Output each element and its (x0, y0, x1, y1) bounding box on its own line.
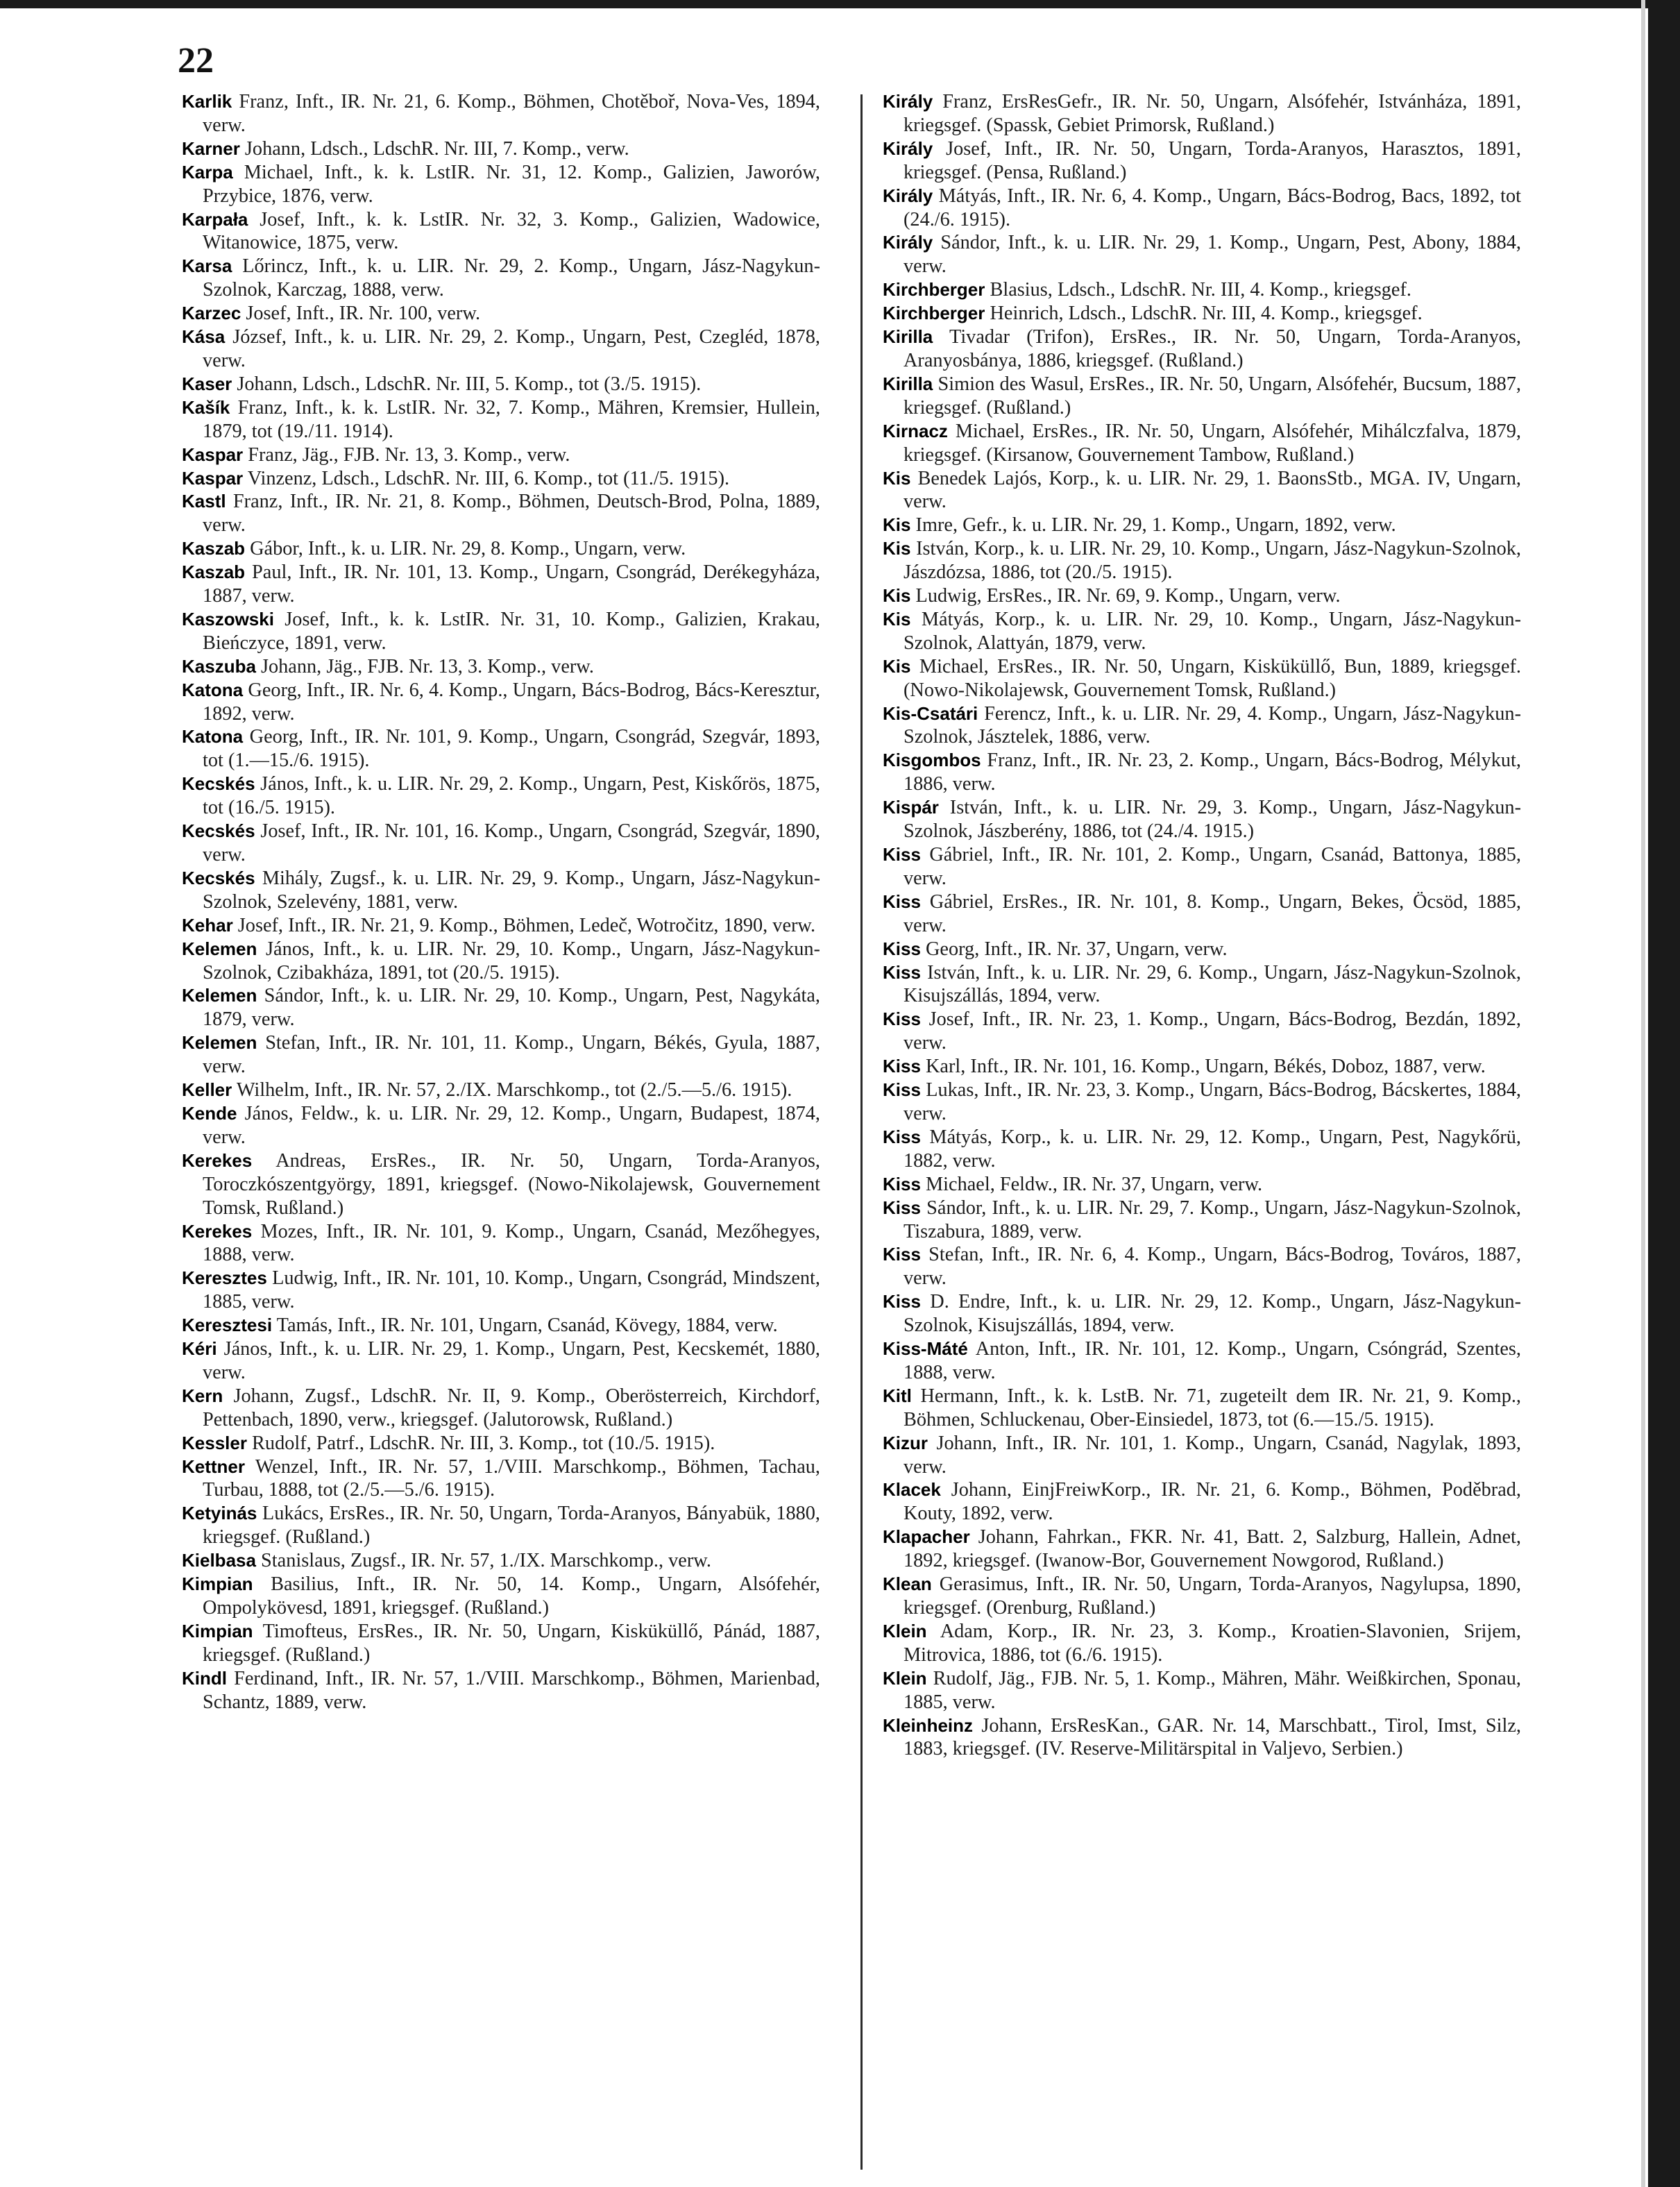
entry-details: Stanislaus, Zugsf., IR. Nr. 57, 1./IX. Marschkomp., verw. (261, 1550, 711, 1572)
entry-details: Tivadar (Trifon), ErsRes., IR. Nr. 50, Ungarn, Torda-Aranyos, Aranyosbánya, 1886, kriegsgef. (Rußland.) (903, 326, 1521, 371)
casualty-entry (182, 820, 820, 867)
surname: Kelemen (182, 1032, 257, 1054)
page-number: 22 (178, 41, 214, 81)
casualty-entry (883, 326, 1521, 373)
casualty-entry (182, 255, 820, 302)
casualty-entry (182, 137, 820, 161)
surname: Kiss (883, 844, 921, 865)
surname: Kása (182, 326, 226, 348)
entry-details: Rudolf, Patrf., LdschR. Nr. III, 3. Komp., tot (10./5. 1915). (252, 1432, 715, 1454)
scan-border-top (0, 0, 1680, 8)
casualty-entry (182, 1385, 820, 1432)
surname: Keresztesi (182, 1315, 273, 1336)
entry-details: Lukas, Inft., IR. Nr. 23, 3. Komp., Ungarn, Bács-Bodrog, Bácskertes, 1884, verw. (903, 1079, 1522, 1124)
entry-details: Gábriel, Inft., IR. Nr. 101, 2. Komp., Ungarn, Csanád, Battonya, 1885, verw. (903, 844, 1522, 889)
surname: Kecskés (182, 820, 255, 842)
surname: Kessler (182, 1432, 247, 1453)
casualty-entry (182, 1102, 820, 1149)
entry-details: Franz, Inft., k. k. LstIR. Nr. 32, 7. Komp., Mähren, Kremsier, Hullein, 1879, tot (19./11. 1914). (203, 396, 821, 442)
casualty-entry (883, 890, 1521, 938)
casualty-entry (883, 1243, 1521, 1290)
scan-border-right (1648, 0, 1680, 2187)
entry-details: Mozes, Inft., IR. Nr. 101, 9. Komp., Ungarn, Csanád, Mezőhegyes, 1888, verw. (203, 1220, 820, 1266)
casualty-entry (182, 867, 820, 914)
casualty-entry (883, 1478, 1521, 1526)
casualty-entry (883, 655, 1521, 702)
entry-details: Franz, Inft., IR. Nr. 21, 6. Komp., Böhmen, Chotěboř, Nova-Ves, 1894, verw. (203, 91, 820, 136)
surname: Kis (883, 608, 911, 630)
casualty-entry (182, 1432, 820, 1455)
casualty-entry (883, 1620, 1521, 1667)
surname: Kiss (883, 1244, 921, 1265)
entry-details: Karl, Inft., IR. Nr. 101, 16. Komp., Ungarn, Békés, Doboz, 1887, verw. (926, 1056, 1486, 1078)
entry-details: Michael, ErsRes., IR. Nr. 50, Ungarn, Kisküküllő, Bun, 1889, kriegsgef. (Nowo-Nikolajewsk, Gouvernement Tomsk, Rußland.) (903, 655, 1522, 701)
casualty-entry (883, 608, 1521, 655)
casualty-entry (182, 1573, 820, 1620)
entry-details: János, Inft., k. u. LIR. Nr. 29, 1. Komp., Ungarn, Pest, Kecskemét, 1880, verw. (203, 1338, 821, 1383)
surname: Kis-Csatári (883, 702, 978, 724)
surname: Kehar (182, 914, 233, 936)
casualty-entry (883, 1126, 1521, 1173)
entry-details: János, Inft., k. u. LIR. Nr. 29, 2. Komp., Ungarn, Pest, Kiskőrös, 1875, tot (16./5. 1915). (203, 773, 821, 819)
surname: Klacek (883, 1479, 941, 1501)
surname: Kende (182, 1102, 237, 1124)
entry-details: István, Inft., k. u. LIR. Nr. 29, 6. Komp., Ungarn, Jász-Nagykun-Szolnok, Kisujszállás, 1894, verw. (903, 961, 1522, 1007)
surname: Kelemen (182, 938, 257, 959)
surname: Kecskés (182, 773, 255, 795)
entry-details: Johann, Ldsch., LdschR. Nr. III, 5. Komp., tot (3./5. 1915). (237, 373, 702, 395)
entry-details: Josef, Inft., IR. Nr. 21, 9. Komp., Böhmen, Ledeč, Wotročitz, 1890, verw. (237, 914, 816, 936)
casualty-entry (883, 938, 1521, 961)
surname: Kimpian (182, 1573, 253, 1595)
surname: Karner (182, 137, 240, 159)
entry-details: Sándor, Inft., k. u. LIR. Nr. 29, 7. Komp., Ungarn, Jász-Nagykun-Szolnok, Tiszabura, 1889, verw. (903, 1197, 1521, 1242)
entry-details: Mátyás, Korp., k. u. LIR. Nr. 29, 10. Komp., Ungarn, Jász-Nagykun-Szolnok, Alattyán, 1879, verw. (903, 608, 1521, 654)
surname: Klapacher (883, 1526, 970, 1548)
entry-details: Ferdinand, Inft., IR. Nr. 57, 1./VIII. Marschkomp., Böhmen, Marienbad, Schantz, 1889, verw. (203, 1667, 820, 1713)
entry-details: Ludwig, ErsRes., IR. Nr. 69, 9. Komp., Ungarn, verw. (915, 585, 1341, 607)
casualty-entry (182, 608, 820, 655)
entry-details: Johann, ErsResKan., GAR. Nr. 14, Marschbatt., Tirol, Imst, Silz, 1883, kriegsgef. (IV. Reserve-Militärspital in Valjevo, Serbien.) (903, 1714, 1521, 1760)
surname: Kiss (883, 938, 921, 959)
surname: Katona (182, 679, 244, 700)
surname: Kelemen (182, 985, 257, 1006)
surname: Kéri (182, 1338, 217, 1360)
entry-details: Anton, Inft., IR. Nr. 101, 12. Komp., Ungarn, Csóngrád, Szentes, 1888, verw. (903, 1338, 1522, 1383)
casualty-entry (182, 725, 820, 772)
surname: Kiss (883, 1291, 921, 1312)
entry-details: Sándor, Inft., k. u. LIR. Nr. 29, 1. Komp., Ungarn, Pest, Abony, 1884, verw. (903, 232, 1522, 278)
surname: Klein (883, 1667, 927, 1689)
casualty-entry (883, 302, 1521, 326)
casualty-entry (883, 1385, 1521, 1432)
casualty-entry (883, 278, 1521, 302)
surname: Kirilla (883, 326, 933, 348)
surname: Katona (182, 726, 244, 748)
surname: Kiss (883, 1197, 921, 1218)
casualty-entry (883, 185, 1521, 232)
surname: Kastl (182, 491, 226, 512)
entry-details: Johann, Jäg., FJB. Nr. 13, 3. Komp., verw. (261, 655, 594, 677)
casualty-entry (182, 984, 820, 1031)
surname: Kaser (182, 373, 232, 394)
surname: Kiss (883, 1173, 921, 1194)
casualty-entry (883, 420, 1521, 467)
casualty-entry (883, 1079, 1521, 1126)
entry-details: Stefan, Inft., IR. Nr. 6, 4. Komp., Ungarn, Bács-Bodrog, Továros, 1887, verw. (903, 1244, 1522, 1290)
surname: Kaspar (182, 444, 244, 465)
surname: Kettner (182, 1455, 246, 1477)
entry-details: Mátyás, Korp., k. u. LIR. Nr. 29, 12. Komp., Ungarn, Pest, Nagykőrü, 1882, verw. (903, 1126, 1521, 1172)
surname: Kaszab (182, 561, 246, 583)
casualty-entry (883, 537, 1521, 584)
casualty-entry (883, 1290, 1521, 1337)
surname: Kiss (883, 890, 921, 912)
casualty-entry (883, 796, 1521, 843)
surname: Karpa (182, 161, 233, 183)
casualty-entry (883, 1337, 1521, 1385)
casualty-entry (182, 490, 820, 537)
entry-details: Tamás, Inft., IR. Nr. 101, Ungarn, Csanád, Kövegy, 1884, verw. (276, 1315, 778, 1337)
column-divider (860, 94, 863, 2170)
entry-details: Franz, Inft., IR. Nr. 21, 8. Komp., Böhmen, Deutsch-Brod, Polna, 1889, verw. (203, 491, 821, 537)
casualty-entry (883, 702, 1521, 750)
casualty-entry (883, 1008, 1521, 1055)
entry-details: Ferencz, Inft., k. u. LIR. Nr. 29, 4. Komp., Ungarn, Jász-Nagykun-Szolnok, Jásztelek, 1886, verw. (903, 702, 1521, 748)
entry-details: D. Endre, Inft., k. u. LIR. Nr. 29, 12. Komp., Ungarn, Jász-Nagykun-Szolnok, Kisujszállás, 1894, verw. (903, 1291, 1521, 1337)
entry-details: Hermann, Inft., k. k. LstB. Nr. 71, zugeteilt dem IR. Nr. 21, 9. Komp., Böhmen, Schluckenau, Ober-Einsiedel, 1873, tot (6.—15./5. 1915). (903, 1385, 1521, 1430)
surname: Kiss (883, 1008, 921, 1030)
surname: Kaszuba (182, 655, 256, 677)
entry-details: István, Korp., k. u. LIR. Nr. 29, 10. Komp., Ungarn, Jász-Nagykun-Szolnok, Jászdózsa, 1886, tot (20./5. 1915). (903, 538, 1522, 584)
entry-details: Johann, Inft., IR. Nr. 101, 1. Komp., Ungarn, Csanád, Nagylak, 1893, verw. (903, 1432, 1521, 1478)
casualty-entry (182, 679, 820, 726)
surname: Karzec (182, 303, 241, 324)
surname: Király (883, 232, 933, 253)
surname: Kirilla (883, 373, 933, 394)
casualty-entry (182, 1502, 820, 1549)
entry-details: Johann, Zugsf., LdschR. Nr. II, 9. Komp., Oberösterreich, Kirchdorf, Pettenbach, 1890, verw., kriegsgef. (Jalutorowsk, Rußland.) (203, 1385, 820, 1430)
casualty-entry (182, 373, 820, 396)
casualty-entry (883, 1173, 1521, 1197)
surname: Kašík (182, 396, 230, 418)
casualty-entry (883, 1714, 1521, 1762)
surname: Kirchberger (883, 279, 985, 301)
entry-details: Adam, Korp., IR. Nr. 23, 3. Komp., Kroatien-Slavonien, Srijem, Mitrovica, 1886, tot (6./6. 1915). (903, 1620, 1521, 1666)
surname: Karlik (182, 91, 232, 112)
entry-details: István, Inft., k. u. LIR. Nr. 29, 3. Komp., Ungarn, Jász-Nagykun-Szolnok, Jászberény, 1886, tot (24./4. 1915.) (903, 797, 1521, 843)
casualty-entry (182, 396, 820, 444)
casualty-entry (182, 90, 820, 137)
entry-details: Georg, Inft., IR. Nr. 37, Ungarn, verw. (926, 938, 1228, 960)
surname: Kis (883, 467, 911, 489)
surname: Kis (883, 538, 911, 559)
surname: Kindl (182, 1667, 227, 1689)
entry-details: János, Inft., k. u. LIR. Nr. 29, 10. Komp., Ungarn, Jász-Nagykun-Szolnok, Czibakháza, 1891, tot (20./5. 1915). (203, 938, 820, 983)
entry-details: Mátyás, Inft., IR. Nr. 6, 4. Komp., Ungarn, Bács-Bodrog, Bacs, 1892, tot (24./6. 1915). (903, 185, 1521, 230)
surname: Kerekes (182, 1149, 253, 1171)
entry-details: Basilius, Inft., IR. Nr. 50, 14. Komp., Ungarn, Alsófehér, Ompolykövesd, 1891, kriegsgef. (Rußland.) (203, 1573, 820, 1619)
entry-details: Michael, ErsRes., IR. Nr. 50, Ungarn, Alsófehér, Mihálczfalva, 1879, kriegsgef. (Kirsanow, Gouvernement Tambow, Rußland.) (903, 420, 1521, 466)
surname: Karpała (182, 208, 248, 230)
casualty-entry (883, 1432, 1521, 1479)
entry-details: Timofteus, ErsRes., IR. Nr. 50, Ungarn, Kisküküllő, Pánád, 1887, kriegsgef. (Rußland.) (203, 1620, 820, 1666)
entry-details: Lukács, ErsRes., IR. Nr. 50, Ungarn, Torda-Aranyos, Bányabük, 1880, kriegsgef. (Rußland.) (203, 1503, 821, 1548)
entry-details: Franz, Inft., IR. Nr. 23, 2. Komp., Ungarn, Bács-Bodrog, Mélykut, 1886, verw. (903, 750, 1521, 795)
surname: Kiss (883, 961, 921, 983)
surname: Kern (182, 1385, 223, 1406)
entry-details: Rudolf, Jäg., FJB. Nr. 5, 1. Komp., Mähren, Mähr. Weißkirchen, Sponau, 1885, verw. (903, 1667, 1522, 1713)
entry-details: Simion des Wasul, ErsRes., IR. Nr. 50, Ungarn, Alsófehér, Bucsum, 1887, kriegsgef. (Rußland.) (903, 373, 1521, 419)
casualty-entry (182, 161, 820, 208)
entry-details: Josef, Inft., k. k. LstIR. Nr. 31, 10. Komp., Galizien, Krakau, Bieńczyce, 1891, verw. (203, 608, 820, 654)
surname: Kiss-Máté (883, 1338, 968, 1360)
entry-details: Johann, Ldsch., LdschR. Nr. III, 7. Komp., verw. (244, 137, 629, 160)
casualty-entry (883, 514, 1521, 537)
casualty-entry (182, 208, 820, 255)
entry-details: Imre, Gefr., k. u. LIR. Nr. 29, 1. Komp., Ungarn, 1892, verw. (915, 514, 1396, 537)
surname: Keresztes (182, 1267, 267, 1289)
casualty-entry (883, 961, 1521, 1008)
surname: Kis (883, 514, 911, 536)
entry-details: Franz, Jäg., FJB. Nr. 13, 3. Komp., verw. (248, 444, 570, 466)
surname: Kielbasa (182, 1550, 256, 1571)
surname: Király (883, 137, 933, 159)
casualty-entry (883, 1055, 1521, 1079)
surname: Király (883, 91, 933, 112)
casualty-entry (883, 1573, 1521, 1620)
surname: Kisgombos (883, 750, 981, 771)
surname: Kiss (883, 1056, 921, 1077)
surname: Kaszab (182, 538, 246, 559)
casualty-entry (182, 302, 820, 326)
casualty-entry (182, 938, 820, 985)
casualty-entry (182, 772, 820, 820)
casualty-entry (883, 373, 1521, 420)
surname: Klein (883, 1620, 927, 1641)
casualty-entry (883, 1667, 1521, 1714)
casualty-entry (182, 1220, 820, 1267)
surname: Keller (182, 1079, 232, 1101)
entry-details: Lőrincz, Inft., k. u. LIR. Nr. 29, 2. Komp., Ungarn, Jász-Nagykun-Szolnok, Karczag, 1888, verw. (203, 255, 820, 301)
entry-details: Ludwig, Inft., IR. Nr. 101, 10. Komp., Ungarn, Csongrád, Mindszent, 1885, verw. (203, 1267, 820, 1313)
casualty-entry (182, 1455, 820, 1503)
surname: Klean (883, 1573, 932, 1595)
casualty-entry (182, 1667, 820, 1714)
entry-details: Josef, Inft., IR. Nr. 101, 16. Komp., Ungarn, Csongrád, Szegvár, 1890, verw. (203, 820, 821, 865)
entry-details: Sándor, Inft., k. u. LIR. Nr. 29, 10. Komp., Ungarn, Pest, Nagykáta, 1879, verw. (203, 985, 820, 1031)
entry-details: Franz, ErsResGefr., IR. Nr. 50, Ungarn, Alsófehér, Istvánháza, 1891, kriegsgef. (Spassk, Gebiet Primorsk, Rußland.) (903, 91, 1521, 136)
surname: Ketyinás (182, 1503, 257, 1524)
casualty-entry (883, 90, 1521, 137)
casualty-entry (182, 655, 820, 679)
surname: Kiss (883, 1126, 921, 1147)
entry-details: Michael, Feldw., IR. Nr. 37, Ungarn, verw. (926, 1173, 1263, 1195)
surname: Kiss (883, 1079, 921, 1101)
casualty-entry (883, 843, 1521, 890)
casualty-entry (883, 1197, 1521, 1244)
casualty-entry (182, 1549, 820, 1573)
casualty-entry (883, 467, 1521, 514)
entry-details: Mihály, Zugsf., k. u. LIR. Nr. 29, 9. Komp., Ungarn, Jász-Nagykun-Szolnok, Szelevény, 1881, verw. (203, 867, 820, 913)
entry-details: Wilhelm, Inft., IR. Nr. 57, 2./IX. Marschkomp., tot (2./5.—5./6. 1915). (236, 1079, 792, 1101)
surname: Kaspar (182, 467, 244, 489)
casualty-entry (182, 444, 820, 467)
casualty-entry (182, 326, 820, 373)
entry-details: Wenzel, Inft., IR. Nr. 57, 1./VIII. Marschkomp., Böhmen, Tachau, Turbau, 1888, tot (2./5.—5./6. 1915). (203, 1455, 820, 1501)
casualty-entry (883, 137, 1521, 185)
surname: Kis (883, 655, 911, 677)
entry-details: Johann, Fahrkan., FKR. Nr. 41, Batt. 2, Salzburg, Hallein, Adnet, 1892, kriegsgef. (Iwanow-Bor, Gouvernement Nowgorod, Rußland.) (903, 1526, 1521, 1572)
surname: Kis (883, 585, 911, 607)
entry-details: Gábor, Inft., k. u. LIR. Nr. 29, 8. Komp., Ungarn, verw. (250, 538, 686, 560)
entry-details: Josef, Inft., IR. Nr. 100, verw. (246, 303, 481, 325)
casualty-entry (883, 231, 1521, 278)
casualty-entry (182, 537, 820, 561)
entry-details: Gábriel, ErsRes., IR. Nr. 101, 8. Komp., Ungarn, Bekes, Öcsöd, 1885, verw. (903, 890, 1521, 936)
entry-details: Paul, Inft., IR. Nr. 101, 13. Komp., Ungarn, Csongrád, Derékegyháza, 1887, verw. (203, 561, 820, 607)
casualty-entry (883, 584, 1521, 608)
casualty-entry (182, 561, 820, 608)
entry-details: Josef, Inft., k. k. LstIR. Nr. 32, 3. Komp., Galizien, Wadowice, Witanowice, 1875, verw. (203, 208, 820, 254)
entry-details: Georg, Inft., IR. Nr. 101, 9. Komp., Ungarn, Csongrád, Szegvár, 1893, tot (1.—15./6. 1915). (203, 726, 820, 772)
casualty-entry (182, 1031, 820, 1079)
entry-details: Michael, Inft., k. k. LstIR. Nr. 31, 12. Komp., Galizien, Jaworów, Przybice, 1876, verw. (203, 161, 820, 207)
surname: Kirchberger (883, 303, 985, 324)
surname: Kitl (883, 1385, 912, 1406)
entry-details: Gerasimus, Inft., IR. Nr. 50, Ungarn, Torda-Aranyos, Nagylupsa, 1890, kriegsgef. (Orenburg, Rußland.) (903, 1573, 1521, 1619)
entry-details: Vinzenz, Ldsch., LdschR. Nr. III, 6. Komp., tot (11./5. 1915). (247, 467, 730, 489)
entry-details: Stefan, Inft., IR. Nr. 101, 11. Komp., Ungarn, Békés, Gyula, 1887, verw. (203, 1032, 820, 1078)
entry-details: Benedek Lajós, Korp., k. u. LIR. Nr. 29, 1. BaonsStb., MGA. IV, Ungarn, verw. (903, 467, 1521, 513)
casualty-entry (182, 1620, 820, 1667)
casualty-entry (883, 1526, 1521, 1573)
casualty-entry (182, 1337, 820, 1385)
left-column (182, 90, 820, 1714)
casualty-entry (182, 1267, 820, 1314)
casualty-entry (182, 1314, 820, 1337)
surname: Király (883, 185, 933, 206)
casualty-entry (883, 749, 1521, 796)
entry-details: József, Inft., k. u. LIR. Nr. 29, 2. Komp., Ungarn, Pest, Czegléd, 1878, verw. (203, 326, 821, 371)
right-column (883, 90, 1521, 1761)
surname: Kaszowski (182, 608, 274, 630)
entry-details: Johann, EinjFreiwKorp., IR. Nr. 21, 6. Komp., Böhmen, Poděbrad, Kouty, 1892, verw. (903, 1479, 1521, 1525)
surname: Kerekes (182, 1220, 253, 1242)
entry-details: Josef, Inft., IR. Nr. 50, Ungarn, Torda-Aranyos, Harasztos, 1891, kriegsgef. (Pensa, Rußland.) (903, 137, 1521, 183)
surname: Kirnacz (883, 420, 948, 441)
entry-details: János, Feldw., k. u. LIR. Nr. 29, 12. Komp., Ungarn, Budapest, 1874, verw. (203, 1102, 821, 1148)
casualty-entry (182, 914, 820, 938)
surname: Kleinheinz (883, 1714, 974, 1736)
entry-details: Georg, Inft., IR. Nr. 6, 4. Komp., Ungarn, Bács-Bodrog, Bács-Keresztur, 1892, verw. (203, 679, 821, 725)
surname: Kizur (883, 1432, 928, 1453)
surname: Karsa (182, 255, 232, 277)
entry-details: Heinrich, Ldsch., LdschR. Nr. III, 4. Komp., kriegsgef. (990, 303, 1423, 325)
surname: Kispár (883, 797, 939, 818)
casualty-entry (182, 467, 820, 491)
entry-details: Blasius, Ldsch., LdschR. Nr. III, 4. Komp., kriegsgef. (990, 279, 1411, 301)
casualty-entry (182, 1149, 820, 1220)
entry-details: Andreas, ErsRes., IR. Nr. 50, Ungarn, Torda-Aranyos, Toroczkószentgyörgy, 1891, kriegsgef. (Nowo-Nikolajewsk, Gouvernement Tomsk, Rußland.) (203, 1149, 821, 1219)
entry-details: Josef, Inft., IR. Nr. 23, 1. Komp., Ungarn, Bács-Bodrog, Bezdán, 1892, verw. (903, 1008, 1521, 1054)
surname: Kecskés (182, 867, 255, 888)
casualty-entry (182, 1079, 820, 1102)
surname: Kimpian (182, 1620, 253, 1641)
